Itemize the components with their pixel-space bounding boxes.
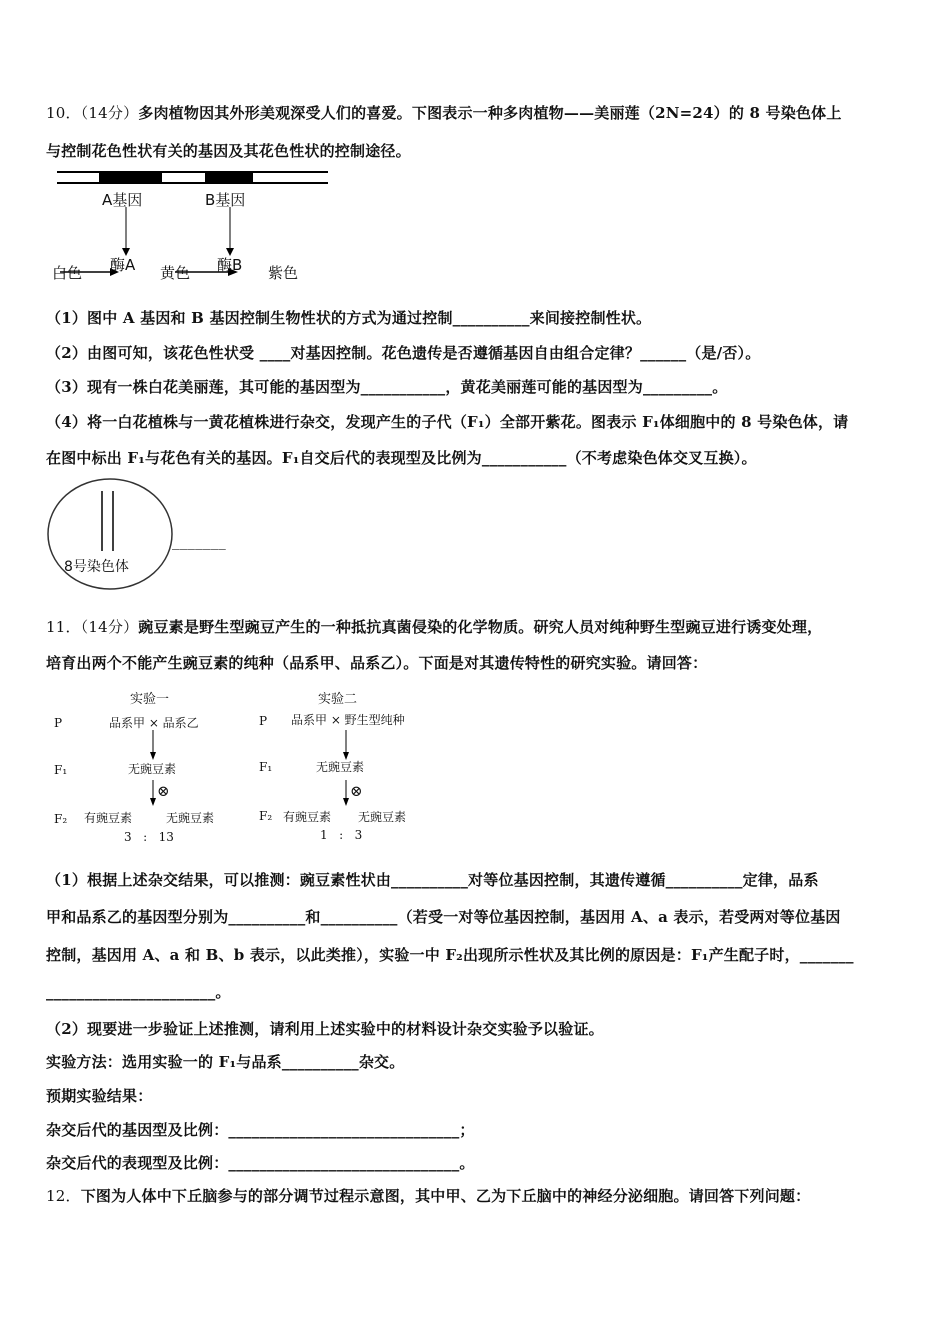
q11-s1-line1: （1）根据上述杂交结果，可以推测：豌豆素性状由__________对等位基因控制，其遗传遵循__________定律，品系 bbox=[46, 871, 819, 889]
gene-a-band bbox=[99, 172, 162, 183]
q11-line1 bbox=[46, 616, 822, 637]
exp2-f1-label: F₁ bbox=[259, 760, 273, 774]
exp1-title: 实验一 bbox=[130, 692, 170, 707]
exp1-ratio: 3 : 13 bbox=[124, 830, 174, 844]
q12-number: 12． bbox=[46, 1187, 81, 1205]
exp2-f2-with: 有豌豆素 bbox=[283, 810, 332, 824]
q11-text: 豌豆素是野生型豌豆产生的一种抵抗真菌侵染的化学物质。研究人员对纯种野生型豌豆进行诱变处理， bbox=[138, 618, 823, 636]
q10-sub1: （1）图中 A 基因和 B 基因控制生物性状的方式为通过控制__________来间接控制性状。 bbox=[46, 309, 652, 327]
cell-answer-blank: _______ bbox=[172, 532, 226, 550]
gene-a-label: A基因 bbox=[102, 191, 143, 209]
q11-s2-line2: 实验方法：选用实验一的 F₁与品系__________杂交。 bbox=[46, 1053, 405, 1071]
exp1-f2-label: F₂ bbox=[54, 812, 68, 826]
q11-s1-line4: ______________________。 bbox=[46, 983, 231, 1001]
q11-s2-line4: 杂交后代的基因型及比例：______________________________； bbox=[46, 1121, 475, 1139]
exp2-ratio: 1 : 3 bbox=[320, 828, 363, 842]
exp1-f2-with: 有豌豆素 bbox=[84, 811, 133, 825]
exp1-cross: 品系甲 × 品系乙 bbox=[109, 716, 199, 730]
q10-line1 bbox=[46, 102, 842, 123]
exp1-selfing-symbol: ⊗ bbox=[157, 782, 170, 800]
exp1-p-label: P bbox=[54, 716, 63, 730]
cell-label: 8号染色体 bbox=[64, 559, 129, 575]
exp2-f2-label: F₂ bbox=[259, 809, 273, 823]
q10-text: 多肉植物因其外形美观深受人们的喜爱。下图表示一种多肉植物——美丽莲（2N=24）的 8 号染色体上 bbox=[138, 104, 842, 122]
exp2-selfing-symbol: ⊗ bbox=[350, 782, 363, 800]
exp2-f2-without: 无豌豆素 bbox=[358, 810, 407, 824]
q10-number: 10．（14分） bbox=[46, 104, 139, 122]
q12-line1 bbox=[46, 1185, 810, 1206]
q11-s1-line3: 控制，基因用 A、a 和 B、b 表示，以此类推），实验一中 F₂出现所示性状及其比例的原因是：F₁产生配子时，_______ bbox=[46, 946, 854, 964]
enzyme-a-label: 酶A bbox=[110, 256, 136, 274]
q10-line2: 与控制花色性状有关的基因及其花色性状的控制途径。 bbox=[46, 142, 411, 160]
exp1-f1-label: F₁ bbox=[54, 763, 68, 777]
q11-s2-line1: （2）现要进一步验证上述推测，请利用上述实验中的材料设计杂交实验予以验证。 bbox=[46, 1020, 604, 1038]
exp2-cross: 品系甲 × 野生型纯种 bbox=[291, 713, 405, 727]
gene-pathway-diagram bbox=[50, 165, 350, 290]
purple-label: 紫色 bbox=[268, 264, 299, 282]
q10-sub4-line2: 在图中标出 F₁与花色有关的基因。F₁自交后代的表现型及比例为___________（不考虑染色体交叉互换）。 bbox=[46, 449, 757, 467]
gene-b-band bbox=[205, 172, 253, 183]
q11-s1-line2: 甲和品系乙的基因型分别为__________和__________（若受一对等位基因控制，基因用 A、a 表示，若受两对等位基因 bbox=[46, 908, 841, 926]
exp2-title: 实验二 bbox=[318, 692, 358, 707]
experiment-arrows bbox=[140, 730, 370, 830]
yellow-label: 黄色 bbox=[160, 264, 191, 282]
q11-line2: 培育出两个不能产生豌豆素的纯种（品系甲、品系乙）。下面是对其遗传特性的研究实验。请回答： bbox=[46, 654, 708, 672]
gene-b-label: B基因 bbox=[205, 191, 246, 209]
q11-s2-line3: 预期实验结果： bbox=[46, 1087, 153, 1105]
exp1-f1: 无豌豆素 bbox=[128, 762, 177, 776]
q11-s2-line5: 杂交后代的表现型及比例：______________________________。 bbox=[46, 1154, 475, 1172]
exp1-f2-without: 无豌豆素 bbox=[166, 811, 215, 825]
q10-sub2: （2）由图可知，该花色性状受 ____对基因控制。花色遗传是否遵循基因自由组合定律？______（是/否）。 bbox=[46, 344, 761, 362]
q10-sub4-line1: （4）将一白花植株与一黄花植株进行杂交，发现产生的子代（F₁）全部开紫花。图表示 F₁体细胞中的 8 号染色体，请 bbox=[46, 413, 849, 431]
q11-number: 11．（14分） bbox=[46, 618, 139, 636]
exp2-p-label: P bbox=[259, 714, 268, 728]
q12-text: 下图为人体中下丘脑参与的部分调节过程示意图，其中甲、乙为下丘脑中的神经分泌细胞。请回答下列问题： bbox=[80, 1187, 811, 1205]
white-label: 白色 bbox=[52, 264, 83, 282]
exp2-f1: 无豌豆素 bbox=[316, 760, 365, 774]
q10-sub3: （3）现有一株白花美丽莲，其可能的基因型为___________，黄花美丽莲可能的基因型为_________。 bbox=[46, 378, 728, 396]
enzyme-b-label: 酶B bbox=[217, 256, 243, 274]
